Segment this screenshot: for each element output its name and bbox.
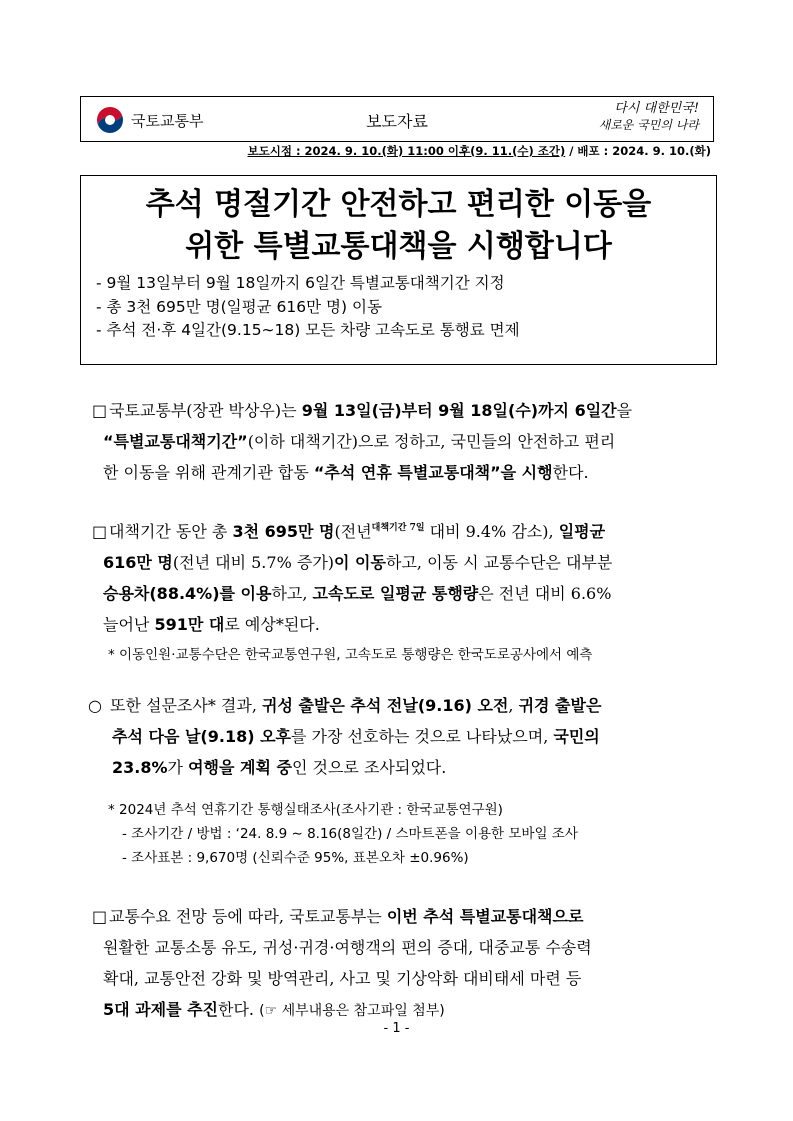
text: 국토교통부(장관 박상우)는 <box>109 401 302 420</box>
emphasis: 이 이동 <box>334 553 386 572</box>
text: 원활한 교통소통 유도, 귀성·귀경·여행객의 편의 증대, 대중교통 수송력 <box>103 938 592 957</box>
emphasis: 승용차(88.4%)를 이용 <box>103 584 272 603</box>
text: 한다. <box>218 1000 260 1019</box>
slogan-line1: 다시 대한민국! <box>614 101 699 116</box>
emphasis: 고속도로 일평균 통행량 <box>312 584 479 603</box>
text: 가 <box>167 758 189 777</box>
headline-line2: 위한 특별교통대책을 시행합니다 <box>185 229 612 264</box>
release-info <box>248 143 712 159</box>
text: , <box>508 696 519 715</box>
text: 하고, 이동 시 교통수단은 대부분 <box>385 553 613 572</box>
emphasis: 9월 13일(금)부터 9월 18일(수)까지 6일간 <box>301 401 617 420</box>
title-box <box>80 175 717 365</box>
emphasis: 귀성 출발은 추석 전날(9.16) 오전 <box>262 696 509 715</box>
text: 늘어난 <box>103 615 155 634</box>
slogan-line2: 새로운 국민의 나라 <box>598 118 699 132</box>
emphasis: 여행을 계획 중 <box>188 758 292 777</box>
attachment-reference: (☞ 세부내용은 참고파일 첨부) <box>259 1003 445 1019</box>
text: 로 예상*된다. <box>224 615 320 634</box>
text: (이하 대책기간)으로 정하고, 국민들의 안전하고 편리 <box>247 432 616 451</box>
emphasis: 국민의 <box>553 727 600 746</box>
checkbox-bullet-icon: □ <box>92 907 108 926</box>
checkbox-bullet-icon: □ <box>92 522 108 541</box>
release-time: 보도시점 : 2024. 9. 10.(화) 11:00 이후(9. 11.(수) 조간) <box>247 144 566 158</box>
footnote-2-item: - 조사표본 : 9,670명 (신뢰수준 95%, 표본오차 ±0.96%) <box>122 850 469 866</box>
text: 은 전년 대비 6.6% <box>478 584 612 603</box>
text: 교통수요 전망 등에 따라, 국토교통부는 <box>109 907 387 926</box>
text: 확대, 교통안전 강화 및 방역관리, 사고 및 기상악화 대비태세 마련 등 <box>103 969 582 988</box>
emphasis: “특별교통대책기간” <box>103 432 248 451</box>
emphasis: 귀경 출발은 <box>518 696 602 715</box>
emphasis: 23.8% <box>112 758 168 777</box>
page-number: - 1 - <box>383 1021 410 1036</box>
emphasis: 일평균 <box>558 522 606 541</box>
circle-bullet-icon: ○ <box>88 696 102 715</box>
text: 한다. <box>552 463 589 482</box>
paragraph-3 <box>88 690 718 783</box>
summary-item: - 총 3천 695만 명(일평균 616만 명) 이동 <box>96 297 382 316</box>
text: 를 가장 선호하는 것으로 나타났으며, <box>291 727 554 746</box>
distribution-date: / 배포 : 2024. 9. 10.(화) <box>565 144 711 158</box>
text: 하고, <box>271 584 313 603</box>
summary-item: - 9월 13일부터 9월 18일까지 6일간 특별교통대책기간 지정 <box>96 274 505 292</box>
paragraph-2 <box>92 513 722 640</box>
text: 인 것으로 조사되었다. <box>291 758 447 777</box>
emphasis: 5대 과제를 추진 <box>103 1000 219 1019</box>
summary-item: - 추석 전·후 4일간(9.15∼18) 모든 차량 고속도로 통행료 면제 <box>96 321 520 339</box>
press-release-label: 보도자료 <box>366 112 428 131</box>
ministry-name: 국토교통부 <box>131 111 204 130</box>
headline <box>81 184 716 268</box>
header-box <box>80 96 714 142</box>
footnote-1: * 이동인원·교통수단은 한국교통연구원, 고속도로 통행량은 한국도로공사에서 예측 <box>108 647 593 663</box>
summary-list <box>81 272 716 343</box>
text: (전년 대비 5.7% 증가) <box>172 553 335 572</box>
emphasis: 3천 695만 명 <box>232 522 335 541</box>
text: (전년 <box>334 522 372 541</box>
emphasis: 이번 추석 특별교통대책으로 <box>386 907 584 926</box>
paragraph-4 <box>92 901 722 1027</box>
footnote-2-item: - 조사기간 / 방법 : ‘24. 8.9 ∼ 8.16(8일간) / 스마트폰을 이용한 모바일 조사 <box>122 826 578 842</box>
text: 대비 9.4% 감소), <box>424 522 559 541</box>
emphasis: “추석 연휴 특별교통대책”을 시행 <box>313 463 553 482</box>
slogan-calligraphy <box>549 101 699 139</box>
text: 한 이동을 위해 관계기관 합동 <box>103 463 314 482</box>
emphasis: 616만 명 <box>103 553 173 572</box>
superscript-note: 대책기간 7일 <box>371 523 425 533</box>
text: 을 <box>616 401 633 420</box>
paragraph-1 <box>92 395 722 488</box>
headline-line1: 추석 명절기간 안전하고 편리한 이동을 <box>145 187 652 222</box>
checkbox-bullet-icon: □ <box>92 401 108 420</box>
text: 대책기간 동안 총 <box>109 522 233 541</box>
emphasis: 591만 대 <box>154 615 225 634</box>
emphasis: 추석 다음 날(9.18) 오후 <box>112 727 292 746</box>
footnote-2-title: * 2024년 추석 연휴기간 통행실태조사(조사기관 : 한국교통연구원) <box>108 802 503 818</box>
text: 또한 설문조사* 결과, <box>110 696 262 715</box>
